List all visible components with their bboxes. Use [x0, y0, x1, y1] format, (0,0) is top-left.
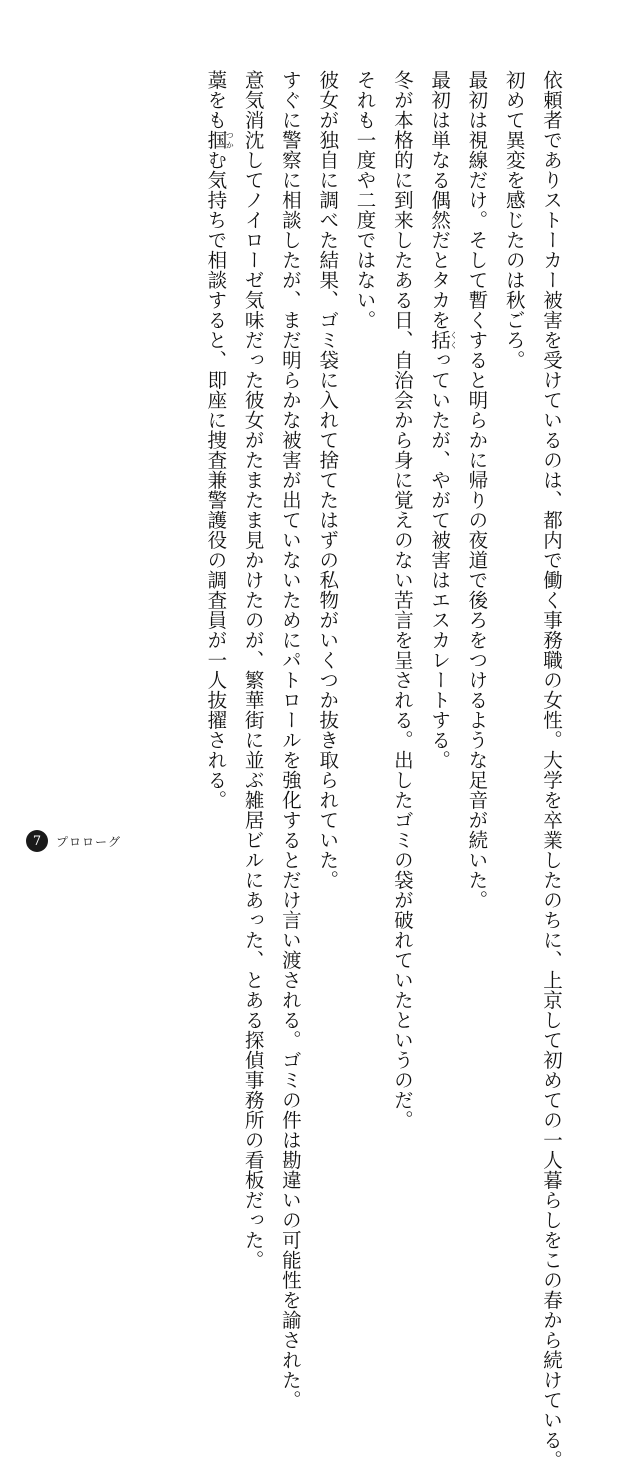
ruby-kuku [428, 330, 459, 350]
paragraph-1 [533, 70, 570, 1470]
ruby-base: 括 [428, 330, 452, 350]
paragraph-10-mid: をも [204, 90, 228, 130]
paragraph-4-text: 最初は単なる偶然だとタカを [428, 70, 452, 330]
paragraph-9 [234, 70, 271, 1270]
paragraph-4 [421, 70, 458, 810]
paragraph-10-head: 藁 [204, 70, 228, 90]
paragraph-7 [309, 70, 346, 890]
paragraph-10-tail: む気持ちで相談すると、即座に捜査兼警護役の調査員が一人抜擢される。 [204, 150, 228, 810]
paragraph-8-text: すぐに警察に相談したが、まだ明らかな被害が出ていないためにパトロールを強化するとだけ言い渡される。ゴミの件は勘違いの可能性を諭された。 [278, 70, 302, 1410]
paragraph-9-text: 意気消沈してノイローゼ気味だった彼女がたまたま見かけたのが、繁華街に並ぶ雑居ビルにあった、とある探偵事務所の看板だった。 [241, 70, 265, 1270]
paragraph-4-tail: っていたが、やがて被害はエスカレートする。 [428, 350, 452, 770]
paragraph-2 [495, 70, 532, 810]
paragraph-6 [346, 70, 383, 810]
ruby-tsuka [204, 130, 235, 150]
page-number: 7 [26, 830, 48, 852]
paragraph-3 [458, 70, 495, 910]
paragraph-5-text: 冬が本格的に到来したある日、自治会から身に覚えのない苦言を呈される。出したゴミの袋が破れていたというのだ。 [390, 70, 414, 1130]
ruby-reading: くく [449, 330, 459, 350]
ruby-reading-2: つか [225, 130, 235, 150]
page-footer [26, 830, 121, 852]
body-text [197, 70, 570, 1470]
paragraph-3-text: 最初は視線だけ。そして暫くすると明らかに帰りの夜道で後ろをつけるような足音が続いた。 [465, 70, 489, 910]
paragraph-10 [197, 70, 234, 810]
paragraph-8 [272, 70, 309, 1410]
paragraph-1-text: 依頼者でありストーカー被害を受けているのは、都内で働く事務職の女性。大学を卒業したのちに、上京して初めての一人暮らしをこの春から続けている。 [540, 70, 563, 1470]
ruby-base-2: 掴 [204, 130, 228, 150]
paragraph-2-text: 初めて異変を感じたのは秋ごろ。 [502, 70, 526, 370]
paragraph-7-text: 彼女が独自に調べた結果、ゴミ袋に入れて捨てたはずの私物がいくつか抜き取られていた。 [316, 70, 340, 890]
paragraph-6-text: それも一度や二度ではない。 [353, 70, 377, 330]
paragraph-5 [384, 70, 421, 1130]
running-head: プロローグ [56, 834, 122, 849]
